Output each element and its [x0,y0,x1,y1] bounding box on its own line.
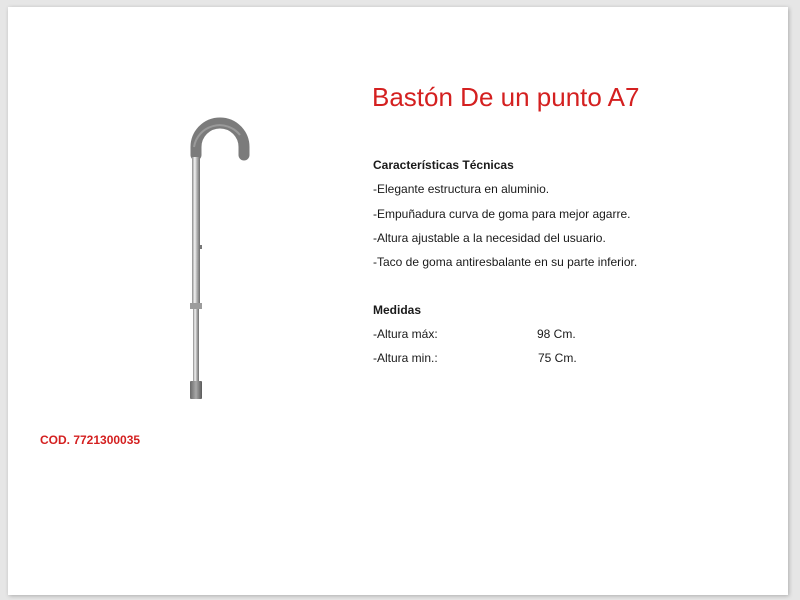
feature-item: -Empuñadura curva de goma para mejor agarre. [373,207,631,221]
measure-label: -Altura máx: [373,327,438,341]
feature-item: -Altura ajustable a la necesidad del usuario. [373,231,606,245]
product-sheet [8,7,788,595]
measure-value: 75 Cm. [538,351,577,365]
measure-label: -Altura min.: [373,351,438,365]
measures-heading: Medidas [373,303,422,317]
feature-item: -Elegante estructura en aluminio. [373,182,550,196]
product-title: Bastón De un punto A7 [372,82,640,112]
feature-item: -Taco de goma antiresbalante en su parte inferior. [373,255,638,269]
cane-icon [168,117,258,407]
measure-value: 98 Cm. [537,327,576,341]
features-heading: Características Técnicas [373,158,514,172]
product-code: COD. 7721300035 [40,433,141,447]
